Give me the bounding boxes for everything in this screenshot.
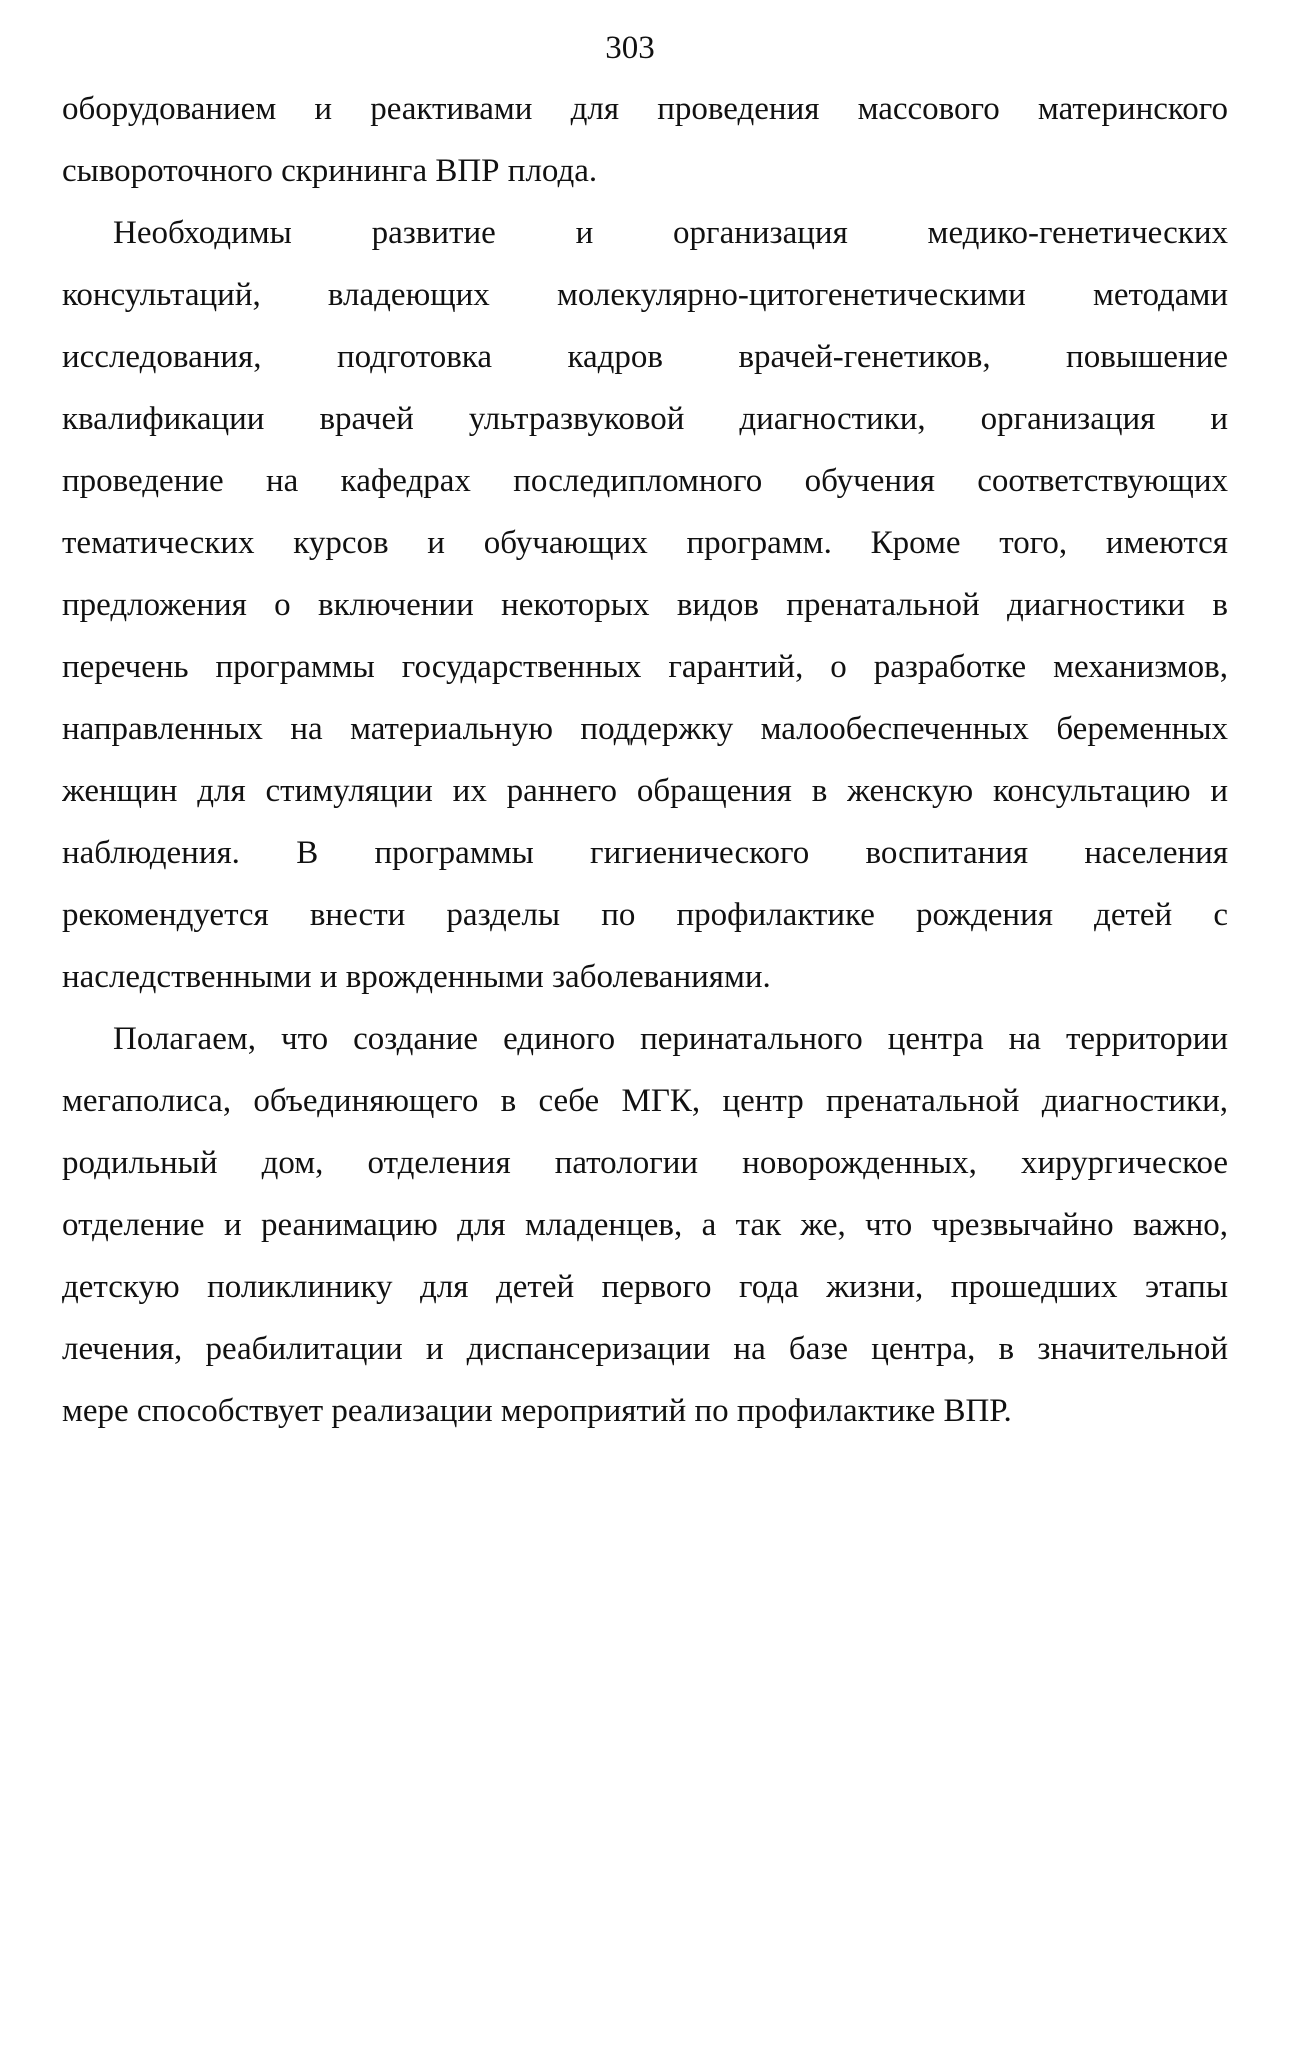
text-line: женщин для стимуляции их раннего обращения в женскую консультацию и [62, 773, 1228, 809]
text-line: отделение и реанимацию для младенцев, а так же, что чрезвычайно важно, [62, 1207, 1228, 1243]
text-line: сывороточного скрининга ВПР плода. [62, 153, 598, 189]
text-line: мегаполиса, объединяющего в себе МГК, центр пренатальной диагностики, [62, 1083, 1228, 1119]
page-number: 303 [605, 30, 655, 66]
paragraph-3 [62, 1008, 1228, 1442]
text-line: оборудованием и реактивами для проведения массового материнского [62, 91, 1228, 127]
text-line: Полагаем, что создание единого перинатального центра на территории [113, 1021, 1228, 1057]
text-line: мере способствует реализации мероприятий по профилактике ВПР. [62, 1393, 1012, 1429]
text-line: направленных на материальную поддержку малообеспеченных беременных [62, 711, 1228, 747]
text-line: детскую поликлинику для детей первого года жизни, прошедших этапы [62, 1269, 1228, 1305]
body-text [62, 78, 1228, 1442]
text-line: рекомендуется внести разделы по профилактике рождения детей с [62, 897, 1228, 933]
text-line: проведение на кафедрах последипломного обучения соответствующих [62, 463, 1228, 499]
text-line: перечень программы государственных гарантий, о разработке механизмов, [62, 649, 1228, 685]
text-line: родильный дом, отделения патологии новорожденных, хирургическое [62, 1145, 1228, 1181]
paragraph-1 [62, 78, 1228, 202]
text-line: тематических курсов и обучающих программ. Кроме того, имеются [62, 525, 1228, 561]
text-line: предложения о включении некоторых видов пренатальной диагностики в [62, 587, 1228, 623]
text-line: исследования, подготовка кадров врачей-генетиков, повышение [62, 339, 1228, 375]
text-line: консультаций, владеющих молекулярно-цитогенетическими методами [62, 277, 1228, 313]
text-line: наблюдения. В программы гигиенического воспитания населения [62, 835, 1228, 871]
text-line: квалификации врачей ультразвуковой диагностики, организация и [62, 401, 1228, 437]
paragraph-2 [62, 202, 1228, 1008]
text-line: наследственными и врожденными заболеваниями. [62, 959, 771, 995]
text-line: Необходимы развитие и организация медико-генетических [113, 215, 1228, 251]
text-line: лечения, реабилитации и диспансеризации на базе центра, в значительной [62, 1331, 1228, 1367]
